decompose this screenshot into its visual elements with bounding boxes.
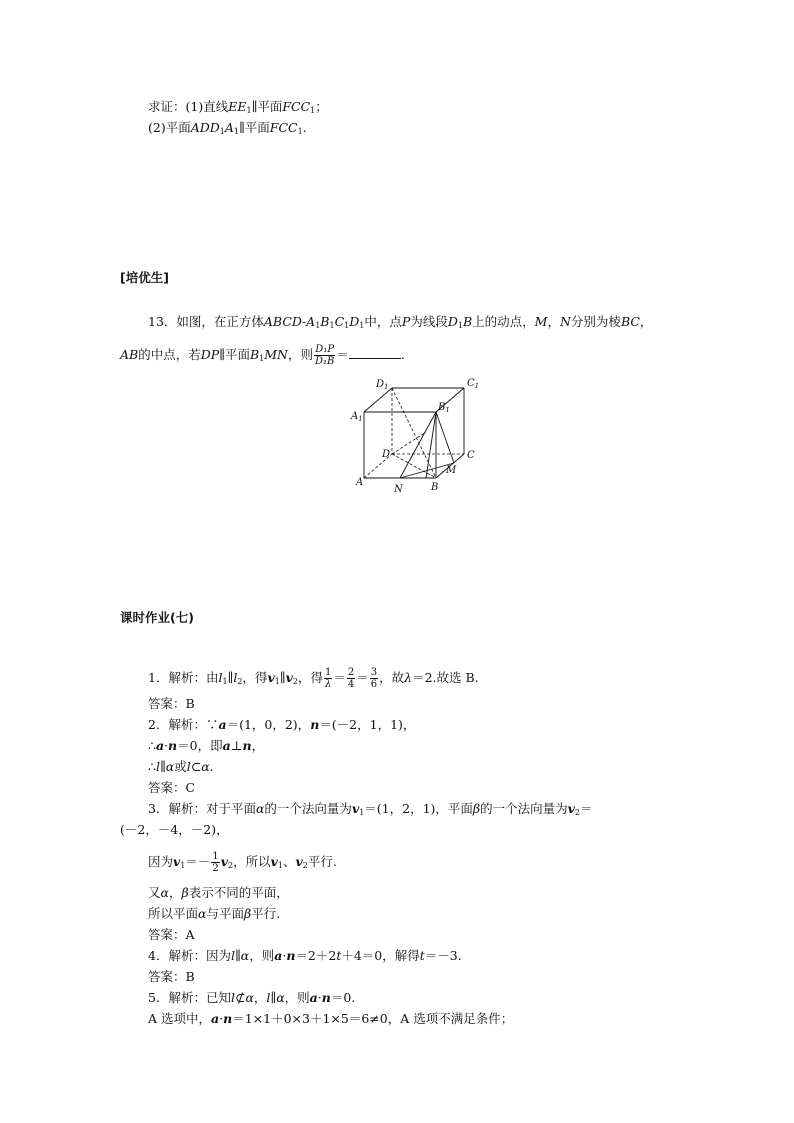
fraction-numerator: D₁P [315, 344, 335, 355]
var-alpha: α [255, 801, 265, 816]
var-alpha: α [245, 990, 254, 1005]
vector-n: n [286, 948, 296, 963]
edge-ab: AB [120, 347, 139, 362]
plane-add1a1-mid: A [224, 120, 234, 135]
text: 平行. [307, 854, 337, 869]
subscript: 1 [274, 677, 280, 686]
text: ＋4＝0，解得 [341, 948, 420, 963]
equals: ＝－ [185, 854, 211, 869]
vector-v: v [220, 854, 229, 869]
punct: 、 [283, 854, 296, 869]
fraction-half [211, 851, 219, 874]
var-beta: β [243, 906, 252, 921]
answer-2: 答案：C [148, 780, 196, 795]
solution-3-line-1 [148, 801, 593, 817]
dash: - [301, 314, 307, 329]
label-d1: $D_1$ [376, 379, 389, 391]
text: 的中点，若 [138, 347, 201, 362]
var-alpha: α [240, 948, 250, 963]
proof-label: 求证： [148, 99, 186, 114]
var-t: t [336, 948, 342, 963]
line-dp: DP [200, 347, 220, 362]
label-m: M [446, 465, 457, 476]
subscript: 2 [228, 861, 234, 870]
label-a1: $A_1$ [351, 411, 363, 423]
subscript: 2 [574, 808, 581, 817]
solution-4-line [148, 948, 462, 964]
parallel: ∥ [234, 948, 241, 963]
vector-v: v [567, 801, 575, 816]
var-l: l [230, 990, 235, 1005]
text: A 选项中， [148, 1011, 212, 1026]
var-alpha: α [165, 759, 175, 774]
vector-v: v [267, 670, 275, 685]
subscript: 1 [233, 127, 240, 136]
equals: ＝ [333, 670, 346, 685]
answer-4: 答案：B [148, 969, 195, 984]
point-p: P [401, 314, 411, 329]
fraction-numerator: 1 [324, 667, 332, 678]
punct: ， [251, 738, 265, 753]
answer-blank[interactable] [349, 347, 401, 359]
text: 上的动点， [472, 314, 535, 329]
fraction-denominator: 2 [212, 863, 219, 874]
point-m: M [534, 314, 548, 329]
var-l: l [233, 670, 238, 685]
text: ，得 [297, 670, 323, 685]
line-d1b-hidden [392, 388, 436, 478]
point-d: D [447, 314, 458, 329]
text: 1．解析：由 [148, 670, 219, 685]
text: 平行. [251, 906, 281, 921]
text: ，所以 [233, 854, 271, 869]
vector-a: a [222, 738, 231, 753]
subscript: 2 [237, 677, 243, 686]
vector-v: v [351, 801, 360, 816]
vector-v: v [285, 670, 293, 685]
label-b: B [431, 482, 439, 493]
fraction-denominator: λ [324, 679, 332, 690]
answer-3: 答案：A [148, 927, 195, 942]
var-lambda: λ [404, 670, 413, 685]
punct: . [400, 347, 405, 362]
var-beta: β [472, 801, 481, 816]
dot: · [219, 1011, 224, 1026]
q13-number: 13．如图，在正方体 [148, 314, 264, 329]
cube-name: C [334, 314, 345, 329]
text: ＝(1，0，2)， [226, 717, 311, 732]
dot: · [282, 948, 287, 963]
text: ＝－3. [424, 948, 462, 963]
vector-v: v [295, 854, 303, 869]
subscript: 1 [222, 677, 228, 686]
text: ∥平面 [219, 347, 250, 362]
subscript: 1 [457, 321, 463, 330]
punct: . [209, 759, 214, 774]
var-beta: β [181, 885, 189, 900]
text: ，故 [379, 670, 405, 685]
fraction-numerator: 2 [347, 667, 355, 678]
text: 2．解析：∵ [148, 717, 219, 732]
subscript: 1 [310, 106, 316, 115]
cube-name: A [306, 314, 316, 329]
text: 因为 [148, 854, 174, 869]
equals: ＝ [356, 670, 369, 685]
answer-1: 答案：B [148, 696, 195, 711]
subscript: 1 [359, 808, 365, 817]
perp: ⊥ [230, 738, 243, 753]
label-a: A [356, 477, 364, 488]
label-d: D [382, 449, 391, 460]
fraction-denominator: 4 [347, 679, 355, 690]
vector-a: a [218, 717, 227, 732]
plane-add1a1: ADD [190, 120, 220, 135]
text: 或 [174, 759, 187, 774]
therefore: ∴ [148, 738, 156, 753]
plane-fcc1: FCC [282, 99, 311, 114]
equals: ＝ [336, 347, 349, 362]
punct: . [302, 120, 307, 135]
therefore: ∴ [148, 759, 156, 774]
point-b1: B [249, 347, 260, 362]
label-n: N [394, 484, 403, 495]
vector-a: a [274, 948, 283, 963]
var-l: l [218, 670, 223, 685]
subscript: 1 [246, 106, 252, 115]
text: ，得 [242, 670, 268, 685]
solution-3-line-2: (－2，－4，－2)， [120, 822, 229, 837]
proof-line-2 [148, 120, 307, 136]
edge-a1d1 [364, 388, 392, 412]
var-l: l [266, 990, 271, 1005]
text: 3．解析：对于平面 [148, 801, 256, 816]
var-t: t [419, 948, 425, 963]
punct: ， [253, 990, 267, 1005]
q13-line-2 [120, 342, 405, 368]
vector-a: a [211, 1011, 220, 1026]
vector-n: n [223, 1011, 233, 1026]
fraction-numerator: 1 [212, 851, 219, 862]
var-alpha: α [160, 885, 169, 900]
vector-a: a [309, 990, 318, 1005]
solution-2-line-2 [148, 738, 264, 754]
text: ＝1×1＋0×3＋1×5＝6≠0，A 选项不满足条件； [232, 1011, 514, 1026]
subscript: 1 [219, 127, 225, 136]
subscript: 1 [315, 321, 321, 330]
parallel-text: ∥平面 [239, 120, 270, 135]
text: 的一个法向量为 [264, 801, 352, 816]
text: 分别为棱 [570, 314, 621, 329]
point-n: N [559, 314, 571, 329]
line-dp-hidden [392, 432, 426, 454]
text: 4．解析：因为 [148, 948, 231, 963]
section-title: [培优生] [120, 270, 169, 285]
solution-2-line-3 [148, 759, 214, 775]
subscript: 1 [297, 127, 303, 136]
dot: · [317, 990, 322, 1005]
points-mn: MN [264, 347, 288, 362]
punct: ， [168, 885, 182, 900]
text: 所以平面 [148, 906, 199, 921]
ratio-fraction [314, 344, 335, 367]
var-alpha: α [198, 906, 207, 921]
text: ＝(1，2，1)，平面 [364, 801, 473, 816]
proof-line-1 [148, 99, 328, 115]
cube-name: B [320, 314, 330, 329]
fraction-denominator: 6 [370, 679, 378, 690]
proof-part-2: (2)平面 [148, 120, 191, 135]
equals: ＝ [580, 801, 593, 816]
solution-3-line-3 [148, 848, 337, 876]
subscript: 2 [292, 677, 298, 686]
fraction-numerator: 3 [370, 667, 378, 678]
text: ＝0，即 [177, 738, 223, 753]
parallel: ∥ [270, 990, 277, 1005]
text: ，则 [249, 948, 275, 963]
text: ，则 [287, 347, 313, 362]
text: ＝(－2，1，1)， [319, 717, 416, 732]
line-b1m [436, 412, 454, 463]
solution-2-line-1 [148, 717, 415, 733]
label-b1: $B_1$ [438, 402, 450, 414]
fraction-2 [347, 667, 355, 690]
parallel: ∥ [279, 670, 286, 685]
text: 为线段 [410, 314, 448, 329]
var-alpha: α [201, 759, 210, 774]
text: 的一个法向量为 [480, 801, 568, 816]
text: ＝2.故选 B. [412, 670, 479, 685]
subscript: 2 [302, 861, 308, 870]
subscript: 1 [277, 861, 283, 870]
vector-a: a [155, 738, 165, 753]
subscript: 1 [329, 321, 335, 330]
text: 与平面 [206, 906, 244, 921]
fraction-3 [370, 667, 378, 690]
parallel: ∥ [159, 759, 166, 774]
solution-5-line-2 [148, 1011, 513, 1027]
var-l: l [155, 759, 160, 774]
subscript: 1 [344, 321, 350, 330]
vector-v: v [173, 854, 181, 869]
var-l: l [230, 948, 235, 963]
fraction-1 [324, 667, 332, 690]
line-ee1: EE [228, 99, 247, 114]
var-l: l [186, 759, 191, 774]
parallel: ∥ [227, 670, 234, 685]
label-c: C [467, 450, 475, 461]
subscript: 1 [180, 861, 186, 870]
solution-1-line [148, 664, 479, 692]
vector-n: n [321, 990, 331, 1005]
text: 5．解析：已知 [148, 990, 231, 1005]
parallel-text: ∥平面 [251, 99, 283, 114]
cube-name: ABCD [263, 314, 302, 329]
edge-bc: BC [620, 314, 640, 329]
text: 又 [148, 885, 161, 900]
punct: ； [315, 99, 328, 114]
solution-3-line-5 [148, 906, 280, 922]
fraction-denominator: D₁B [315, 356, 335, 367]
subset: ⊂ [190, 759, 202, 774]
subscript: 1 [259, 354, 265, 363]
cube-name: D [349, 314, 360, 329]
text: 表示不同的平面， [188, 885, 289, 900]
proof-part-1: (1)直线 [185, 99, 229, 114]
cube-figure [340, 372, 490, 497]
punct: ， [639, 314, 653, 329]
var-alpha: α [276, 990, 285, 1005]
vector-n: n [310, 717, 320, 732]
solution-3-line-4 [148, 885, 289, 901]
text: ＝2＋2 [295, 948, 337, 963]
vector-n: n [242, 738, 252, 753]
solution-5-line-1 [148, 990, 355, 1006]
text: ，则 [284, 990, 310, 1005]
vector-v: v [270, 854, 278, 869]
label-c1: $C_1$ [467, 378, 480, 390]
plane-fcc1: FCC [269, 120, 298, 135]
subscript: 1 [359, 321, 365, 330]
punct: ， [547, 314, 560, 329]
q13-line-1 [148, 314, 652, 330]
dot: · [164, 738, 169, 753]
vector-n: n [168, 738, 178, 753]
text: 中，点 [364, 314, 402, 329]
not-subset: ⊄ [234, 990, 246, 1005]
point-b: B [462, 314, 473, 329]
homework-title: 课时作业(七) [120, 610, 194, 625]
text: ＝0. [330, 990, 356, 1005]
